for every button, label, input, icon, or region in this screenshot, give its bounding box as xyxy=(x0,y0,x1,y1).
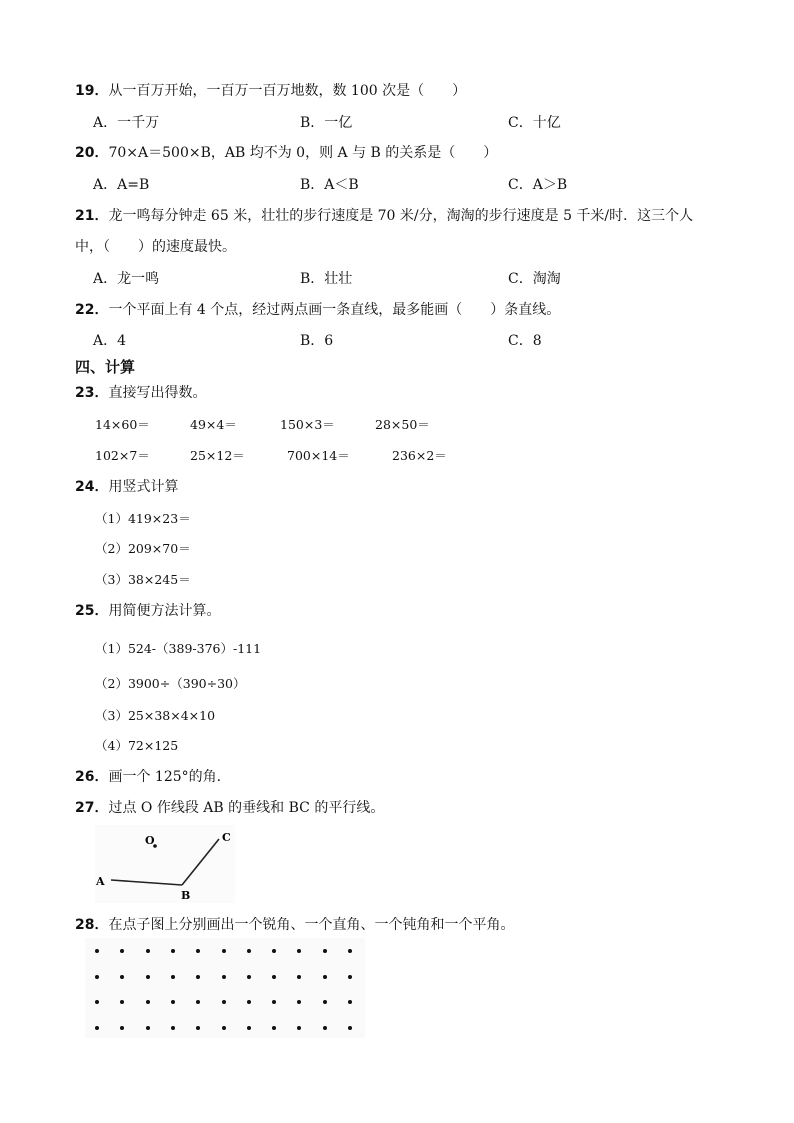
question-number: 28． xyxy=(75,917,109,933)
grid-dot[interactable] xyxy=(196,1000,200,1004)
option-c: C．8 xyxy=(508,333,542,349)
grid-dot[interactable] xyxy=(171,949,175,953)
grid-dot[interactable] xyxy=(222,1026,226,1030)
grid-dot[interactable] xyxy=(272,1026,276,1030)
option-a: A．一千万 xyxy=(93,115,160,131)
grid-dot[interactable] xyxy=(171,1026,175,1030)
question-number: 27． xyxy=(75,800,109,816)
grid-dot[interactable] xyxy=(348,1000,352,1004)
grid-dot[interactable] xyxy=(95,975,99,979)
option-c: C．淘淘 xyxy=(508,271,561,287)
question-22 xyxy=(75,302,560,318)
label-o: O xyxy=(145,834,155,847)
grid-dot[interactable] xyxy=(146,1026,150,1030)
label-a: A xyxy=(96,875,105,888)
grid-dot[interactable] xyxy=(196,949,200,953)
question-text: 直接写出得数。 xyxy=(108,385,207,401)
grid-dot[interactable] xyxy=(348,975,352,979)
grid-dot[interactable] xyxy=(247,975,251,979)
question-number: 19． xyxy=(75,83,109,99)
question-text: 过点 O 作线段 AB 的垂线和 BC 的平行线。 xyxy=(108,800,385,816)
calc-item: 150×3＝ xyxy=(280,417,335,432)
calc-item: 28×50＝ xyxy=(375,417,430,432)
question-number: 24． xyxy=(75,479,109,495)
grid-dot[interactable] xyxy=(297,1026,301,1030)
grid-dot[interactable] xyxy=(348,1026,352,1030)
question-text: 从一百万开始，一百万一百万地数，数 100 次是（ ） xyxy=(108,83,467,99)
calc-item: 236×2＝ xyxy=(392,448,447,463)
grid-dot[interactable] xyxy=(171,1000,175,1004)
grid-dot[interactable] xyxy=(272,1000,276,1004)
section-heading: 四、计算 xyxy=(75,358,136,376)
grid-dot[interactable] xyxy=(247,1000,251,1004)
dot-grid[interactable] xyxy=(85,938,365,1038)
question-23 xyxy=(75,385,206,401)
grid-dot[interactable] xyxy=(146,949,150,953)
grid-dot[interactable] xyxy=(323,1000,327,1004)
question-number: 22． xyxy=(75,302,109,318)
option-b: B．A＜B xyxy=(300,177,359,193)
option-b: B．一亿 xyxy=(300,115,353,131)
question-text: 在点子图上分别画出一个锐角、一个直角、一个钝角和一个平角。 xyxy=(108,917,515,933)
question-text: 用简便方法计算。 xyxy=(108,603,221,619)
sub-item: （3）38×245＝ xyxy=(95,572,191,587)
grid-dot[interactable] xyxy=(95,949,99,953)
sub-item: （1）524-（389-376）-111 xyxy=(95,641,262,656)
question-text-continued: 中，（ ）的速度最快。 xyxy=(75,239,236,255)
question-text: 画一个 125°的角. xyxy=(108,769,222,785)
sub-item: （2）209×70＝ xyxy=(95,541,191,556)
calc-item: 49×4＝ xyxy=(190,417,237,432)
option-b: B．6 xyxy=(300,333,334,349)
question-text: 70×A＝500×B，AB 均不为 0，则 A 与 B 的关系是（ ） xyxy=(108,145,498,161)
grid-dot[interactable] xyxy=(222,1000,226,1004)
sub-item: （1）419×23＝ xyxy=(95,511,191,526)
question-28 xyxy=(75,917,514,933)
sub-item: （2）3900÷（390÷30） xyxy=(95,676,246,691)
grid-dot[interactable] xyxy=(297,975,301,979)
grid-dot[interactable] xyxy=(272,975,276,979)
label-c: C xyxy=(222,831,231,844)
question-19 xyxy=(75,83,466,99)
geometry-figure xyxy=(95,825,235,903)
grid-dot[interactable] xyxy=(247,949,251,953)
grid-dot[interactable] xyxy=(120,949,124,953)
grid-dot[interactable] xyxy=(95,1000,99,1004)
question-26 xyxy=(75,769,221,785)
grid-dot[interactable] xyxy=(247,1026,251,1030)
question-text: 一个平面上有 4 个点，经过两点画一条直线，最多能画（ ）条直线。 xyxy=(108,302,561,318)
question-21 xyxy=(75,208,693,224)
option-c: C．A＞B xyxy=(508,177,568,193)
grid-dot[interactable] xyxy=(120,975,124,979)
option-a: A．4 xyxy=(93,333,127,349)
sub-item: （4）72×125 xyxy=(95,738,179,753)
question-number: 21． xyxy=(75,208,109,224)
grid-dot[interactable] xyxy=(323,1026,327,1030)
option-b: B．壮壮 xyxy=(300,271,353,287)
question-20 xyxy=(75,145,497,161)
calc-item: 14×60＝ xyxy=(95,417,150,432)
calc-item: 102×7＝ xyxy=(95,448,150,463)
question-24 xyxy=(75,479,178,495)
grid-dot[interactable] xyxy=(323,949,327,953)
question-27 xyxy=(75,800,384,816)
option-a: A．龙一鸣 xyxy=(93,271,160,287)
calc-item: 700×14＝ xyxy=(287,448,350,463)
grid-dot[interactable] xyxy=(297,949,301,953)
grid-dot[interactable] xyxy=(272,949,276,953)
calc-item: 25×12＝ xyxy=(190,448,245,463)
grid-dot[interactable] xyxy=(120,1000,124,1004)
grid-dot[interactable] xyxy=(196,975,200,979)
grid-dot[interactable] xyxy=(222,949,226,953)
grid-dot[interactable] xyxy=(323,975,327,979)
question-25 xyxy=(75,603,220,619)
grid-dot[interactable] xyxy=(120,1026,124,1030)
question-number: 25． xyxy=(75,603,109,619)
grid-dot[interactable] xyxy=(222,975,226,979)
option-a: A．A=B xyxy=(93,177,150,193)
grid-dot[interactable] xyxy=(171,975,175,979)
grid-dot[interactable] xyxy=(196,1026,200,1030)
grid-dot[interactable] xyxy=(146,975,150,979)
sub-item: （3）25×38×4×10 xyxy=(95,708,216,723)
question-text: 龙一鸣每分钟走 65 米，壮壮的步行速度是 70 米/分，淘淘的步行速度是 5 千米/时．这三个人 xyxy=(108,208,694,224)
figure-background xyxy=(95,825,235,903)
grid-dot[interactable] xyxy=(348,949,352,953)
question-number: 20． xyxy=(75,145,109,161)
question-number: 26． xyxy=(75,769,109,785)
option-c: C．十亿 xyxy=(508,115,561,131)
grid-dot[interactable] xyxy=(146,1000,150,1004)
question-text: 用竖式计算 xyxy=(108,479,179,495)
label-b: B xyxy=(181,889,191,902)
question-number: 23． xyxy=(75,385,109,401)
grid-dot[interactable] xyxy=(95,1026,99,1030)
grid-dot[interactable] xyxy=(297,1000,301,1004)
